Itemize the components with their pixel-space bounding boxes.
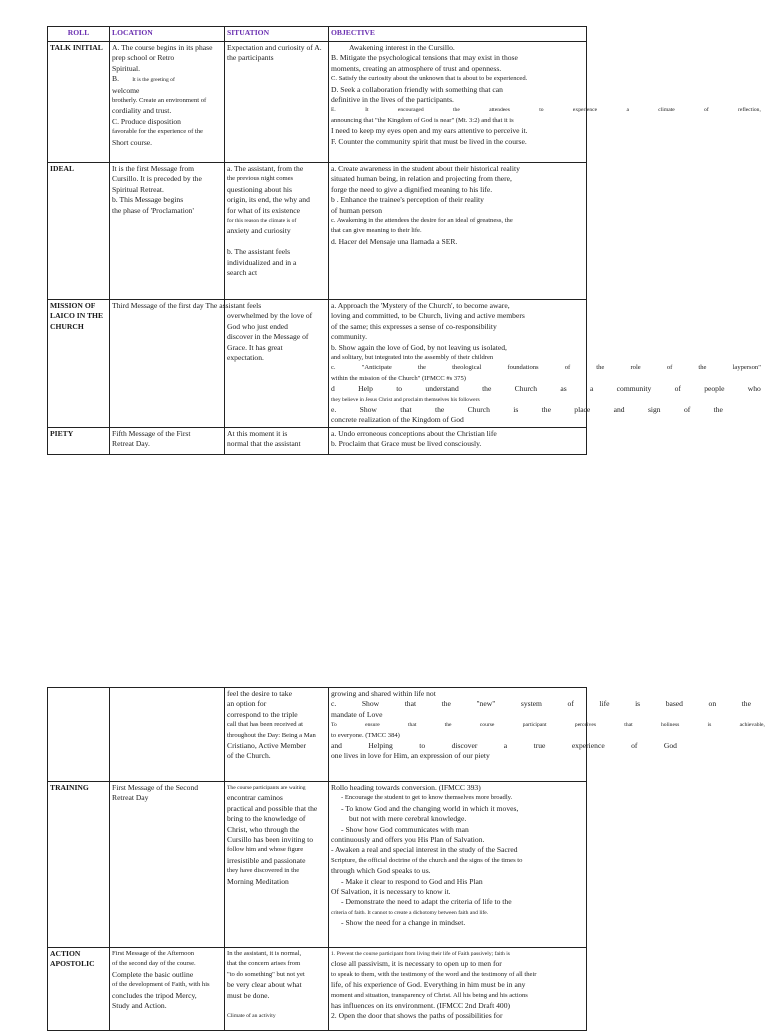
location-cell: [110, 427, 225, 454]
situation-line: At this moment it is: [227, 428, 288, 438]
objective-line: to everyone. (TMCC 384): [331, 731, 400, 739]
situation-line: irresistible and passionate: [227, 855, 306, 865]
objective-line: I need to keep my eyes open and my ears attentive to perceive it.: [331, 126, 528, 136]
situation-line: throughout the Day: Being a Man: [227, 731, 316, 739]
roll-training: TRAINING: [50, 783, 89, 792]
objective-line: of the same; this expresses a sense of co-responsibility: [331, 321, 497, 331]
location-line: Cursillo. It is preceded by the: [112, 174, 202, 184]
location-line: It is the greeting of: [132, 77, 175, 84]
objective-line: situated human being, in relation and projecting from there,: [331, 174, 512, 184]
situation-line: Christ, who through the: [227, 824, 300, 834]
objective-line: within the mission of the Church" (IFMCC #s 375): [331, 374, 466, 382]
objective-line: - Make it clear to respond to God and His Plan: [331, 877, 584, 887]
location-line: First Message of the Second: [112, 783, 199, 792]
situation-line: correspond to the triple: [227, 709, 298, 719]
objective-line: C. Satisfy the curiosity about the unknown that is about to be experienced.: [331, 75, 528, 83]
objective-line: Rollo heading towards conversion. (IFMCC 393): [331, 783, 481, 792]
header-objective: OBJECTIVE: [329, 27, 587, 42]
situation-line: [227, 237, 326, 247]
location-line: It is the first Message from: [112, 164, 195, 173]
objective-line: that can give meaning to their life.: [331, 227, 422, 235]
roll-ideal: IDEAL: [50, 164, 75, 173]
objective-cell: [329, 163, 587, 300]
location-cell: [110, 948, 225, 1031]
objective-line: b. Show again the love of God, by not leaving us isolated,: [331, 342, 507, 352]
location-cell: [110, 782, 225, 948]
message-table-page-2: [47, 687, 765, 1031]
objective-cell: [329, 948, 587, 1031]
table-row: [48, 427, 587, 454]
situation-line: The course participants are waiting: [227, 785, 306, 791]
objective-line: - Awaken a real and special interest in the study of the Sacred: [331, 845, 518, 855]
roll-cell: [48, 163, 110, 300]
objective-line: 2. Open the door that shows the paths of possibilities for: [331, 1011, 503, 1021]
objective-line: Of Salvation, it is necessary to know it.: [331, 887, 451, 897]
objective-line: announcing that "the Kingdom of God is near" (Mt. 3:2) and that it is: [331, 116, 514, 124]
location-line: A. The course begins in its phase: [112, 43, 213, 52]
situation-line: the participants: [227, 53, 274, 63]
situation-line: for this reason the climate is of: [227, 218, 297, 225]
situation-line: In the assistant, it is normal,: [227, 950, 302, 957]
roll-talk-initial: TALK INITIAL: [50, 43, 103, 52]
situation-line: God who just ended: [227, 321, 288, 331]
situation-line: normal that the assistant: [227, 439, 301, 449]
objective-cell: [329, 688, 765, 782]
situation-line: "to do something" but not yet: [227, 970, 305, 978]
location-line: of the second day of the course.: [112, 960, 196, 968]
objective-line: continuously and offers you His Plan of Salvation.: [331, 835, 485, 845]
objective-line: mandate of Love: [331, 709, 383, 719]
objective-line: - Show how God communicates with man: [331, 825, 584, 835]
situation-line: expectation.: [227, 353, 264, 363]
situation-line: follow him and whose figure: [227, 846, 304, 854]
situation-line: feel the desire to take: [227, 689, 292, 698]
objective-cell: [329, 300, 761, 428]
objective-line: moments, creating an atmosphere of trust and openness.: [331, 63, 502, 73]
situation-line: bring to the knowledge of: [227, 814, 306, 824]
situation-line: b. The assistant feels: [227, 247, 291, 257]
situation-cell: [225, 688, 329, 782]
location-line: Retreat Day: [112, 793, 149, 803]
objective-line: life, of his experience of God. Everything in him must be in any: [331, 980, 526, 990]
objective-line: b. Proclaim that Grace must be lived consciously.: [331, 439, 482, 449]
objective-line: growing and shared within life not: [331, 689, 436, 698]
roll-cell: [48, 688, 110, 782]
location-line: cordiality and trust.: [112, 106, 172, 116]
situation-line: practical and possible that the: [227, 803, 318, 813]
situation-line: the previous night comes: [227, 175, 294, 183]
objective-line: community.: [331, 332, 367, 342]
objective-line: c. "Anticipate the theological foundations of the role of the layperson": [331, 364, 761, 372]
situation-cell: [225, 42, 329, 163]
objective-line: has influences on its environment. (IFMCC 2nd Draft 400): [331, 1001, 511, 1011]
objective-line: close all passivism, it is necessary to open up to men for: [331, 959, 502, 969]
objective-line: - Show the need for a change in mindset.: [331, 918, 584, 928]
location-line: Fifth Message of the First: [112, 428, 191, 438]
table-row: [48, 688, 587, 782]
objective-line: but not with mere cerebral knowledge.: [349, 814, 467, 824]
table-row: [48, 163, 587, 300]
location-line: concludes the tripod Mercy,: [112, 990, 197, 1000]
table-row: [48, 300, 587, 428]
location-line: First Message of the Afternoon: [112, 950, 195, 957]
roll-cell: [48, 782, 110, 948]
situation-line: origin, its end, the why and: [227, 195, 310, 205]
situation-line: search act: [227, 268, 258, 278]
objective-line: Scripture, the official doctrine of the church and the signs of the times to: [331, 856, 523, 864]
location-line: Complete the basic outline: [112, 969, 194, 979]
situation-line: a. The assistant, from the: [227, 164, 304, 173]
location-line: of the development of Faith, with his: [112, 981, 210, 989]
location-line: favorable for the experience of the: [112, 128, 203, 136]
objective-line: c. Show that the "new" system of life is based on the: [331, 699, 751, 709]
location-line: B.: [112, 74, 119, 84]
location-line: Third Message of the first day The assistant feels: [112, 301, 262, 310]
location-line: brotherly. Create an environment of: [112, 97, 207, 105]
location-line: Study and Action.: [112, 1001, 167, 1011]
situation-cell: [225, 300, 329, 428]
situation-line: encontrar caminos: [227, 793, 283, 803]
objective-line: - To know God and the changing world in which it moves,: [331, 804, 584, 814]
roll-cell: [48, 42, 110, 163]
situation-line: must be done.: [227, 990, 270, 1000]
objective-line: concrete realization of the Kingdom of God: [331, 415, 464, 425]
objective-line: and solitary, but integrated into the assembly of their children: [331, 354, 494, 362]
objective-line: 1. Prevent the course participant from living their life of Faith passively; faith is: [331, 951, 510, 957]
situation-line: they have discovered in the: [227, 867, 300, 875]
objective-cell: [329, 427, 587, 454]
objective-line: Awakening interest in the Cursillo.: [349, 43, 455, 52]
objective-line: and Helping to discover a true experience of God: [331, 741, 677, 751]
objective-line: to speak to them, with the testimony of the word and the testimony of all their: [331, 970, 537, 978]
table-row: [48, 782, 587, 948]
roll-cell: [48, 427, 110, 454]
table-header-row: [48, 27, 587, 42]
objective-line: To ensure that the course participant perceives that holiness is achievable,: [331, 722, 765, 729]
objective-line: - Encourage the student to get to know themselves more broadly.: [331, 793, 584, 803]
objective-line: d Help to understand the Church as a community of people who: [331, 384, 761, 394]
roll-mission: MISSION OF LAICO IN THE CHURCH: [50, 301, 104, 331]
situation-line: individualized and in a: [227, 257, 297, 267]
situation-cell: [225, 163, 329, 300]
situation-line: Climate of an activity: [227, 1013, 276, 1020]
objective-line: d. Hacer del Mensaje una llamada a SER.: [331, 236, 458, 246]
situation-line: Cursillo has been inviting to: [227, 835, 314, 845]
location-cell: [110, 688, 225, 782]
situation-line: Cristiano, Active Member: [227, 741, 307, 751]
objective-line: they believe in Jesus Christ and proclaim themselves his followers: [331, 396, 480, 403]
roll-cell: [48, 300, 110, 428]
situation-line: of the Church.: [227, 751, 271, 761]
objective-line: D. Seek a collaboration friendly with something that can: [331, 84, 503, 94]
objective-line: one lives in love for Him, an expression of our piety: [331, 751, 490, 761]
objective-line: E. It encouraged the attendees to experience a climate of reflection,: [331, 107, 761, 114]
objective-cell: [329, 42, 761, 163]
objective-line: a. Approach the 'Mystery of the Church', to become aware,: [331, 301, 510, 310]
objective-line: F. Counter the community spirit that must be lived in the course.: [331, 136, 527, 146]
roll-piety: PIETY: [50, 428, 74, 438]
objective-line: e. Show that the Church is the place and sign of the: [331, 405, 723, 415]
objective-line: B. Mitigate the psychological tensions that may exist in those: [331, 53, 518, 63]
situation-line: for what of its existence: [227, 205, 300, 215]
objective-line: a. Undo erroneous conceptions about the Christian life: [331, 428, 497, 438]
situation-line: [227, 1001, 326, 1011]
header-roll: ROLL: [48, 27, 110, 42]
situation-line: an option for: [227, 699, 267, 709]
situation-line: call that has been received at: [227, 721, 303, 729]
header-location: LOCATION: [110, 27, 225, 42]
objective-line: through which God speaks to us.: [331, 866, 431, 876]
situation-line: overwhelmed by the love of: [227, 311, 313, 321]
situation-line: Morning Meditation: [227, 876, 289, 886]
objective-line: c. Awakening in the attendees the desire for an ideal of greatness, the: [331, 217, 513, 225]
situation-line: that the concern arises from: [227, 960, 301, 968]
situation-line: Expectation and curiosity of A.: [227, 43, 322, 52]
location-cell: [110, 163, 225, 300]
objective-line: moment and situation, transparency of Christ. All his being and his actions: [331, 991, 528, 999]
objective-line: loving and committed, to be Church, living and active members: [331, 311, 525, 321]
table-row: [48, 948, 587, 1031]
objective-line: forge the need to give a dignified meaning to his life.: [331, 184, 493, 194]
situation-cell: [225, 427, 329, 454]
location-line: C. Produce disposition: [112, 116, 181, 126]
objective-cell: [329, 782, 587, 948]
table-row: [48, 42, 587, 163]
roll-cell: [48, 948, 110, 1031]
location-line: the phase of 'Proclamation': [112, 205, 194, 215]
roll-action-apostolic: ACTION APOSTOLIC: [50, 949, 95, 969]
objective-line: b . Enhance the trainee's perception of their reality: [331, 195, 484, 205]
location-line: b. This Message begins: [112, 195, 184, 205]
objective-line: definitive in the lives of the participants.: [331, 95, 454, 105]
message-table-page-1: [47, 26, 761, 455]
location-line: Spiritual Retreat.: [112, 184, 164, 194]
location-line: welcome: [112, 85, 140, 95]
objective-line: criteria of faith. It cannot to create a dichotomy between faith and life.: [331, 909, 489, 916]
objective-line: of human person: [331, 205, 383, 215]
location-line: Retreat Day.: [112, 439, 150, 449]
situation-line: discover in the Message of: [227, 332, 309, 342]
location-line: Short course.: [112, 137, 153, 147]
situation-line: be very clear about what: [227, 980, 302, 990]
situation-line: questioning about his: [227, 184, 292, 194]
header-situation: SITUATION: [225, 27, 329, 42]
objective-line: a. Create awareness in the student about their historical reality: [331, 164, 520, 173]
location-line: Spiritual.: [112, 63, 141, 73]
objective-line: - Demonstrate the need to adapt the criteria of life to the: [331, 897, 584, 907]
location-cell: [110, 42, 225, 163]
location-line: prep school or Retro: [112, 53, 175, 63]
situation-line: Grace. It has great: [227, 342, 283, 352]
situation-line: anxiety and curiosity: [227, 226, 291, 236]
situation-cell: [225, 948, 329, 1031]
situation-cell: [225, 782, 329, 948]
